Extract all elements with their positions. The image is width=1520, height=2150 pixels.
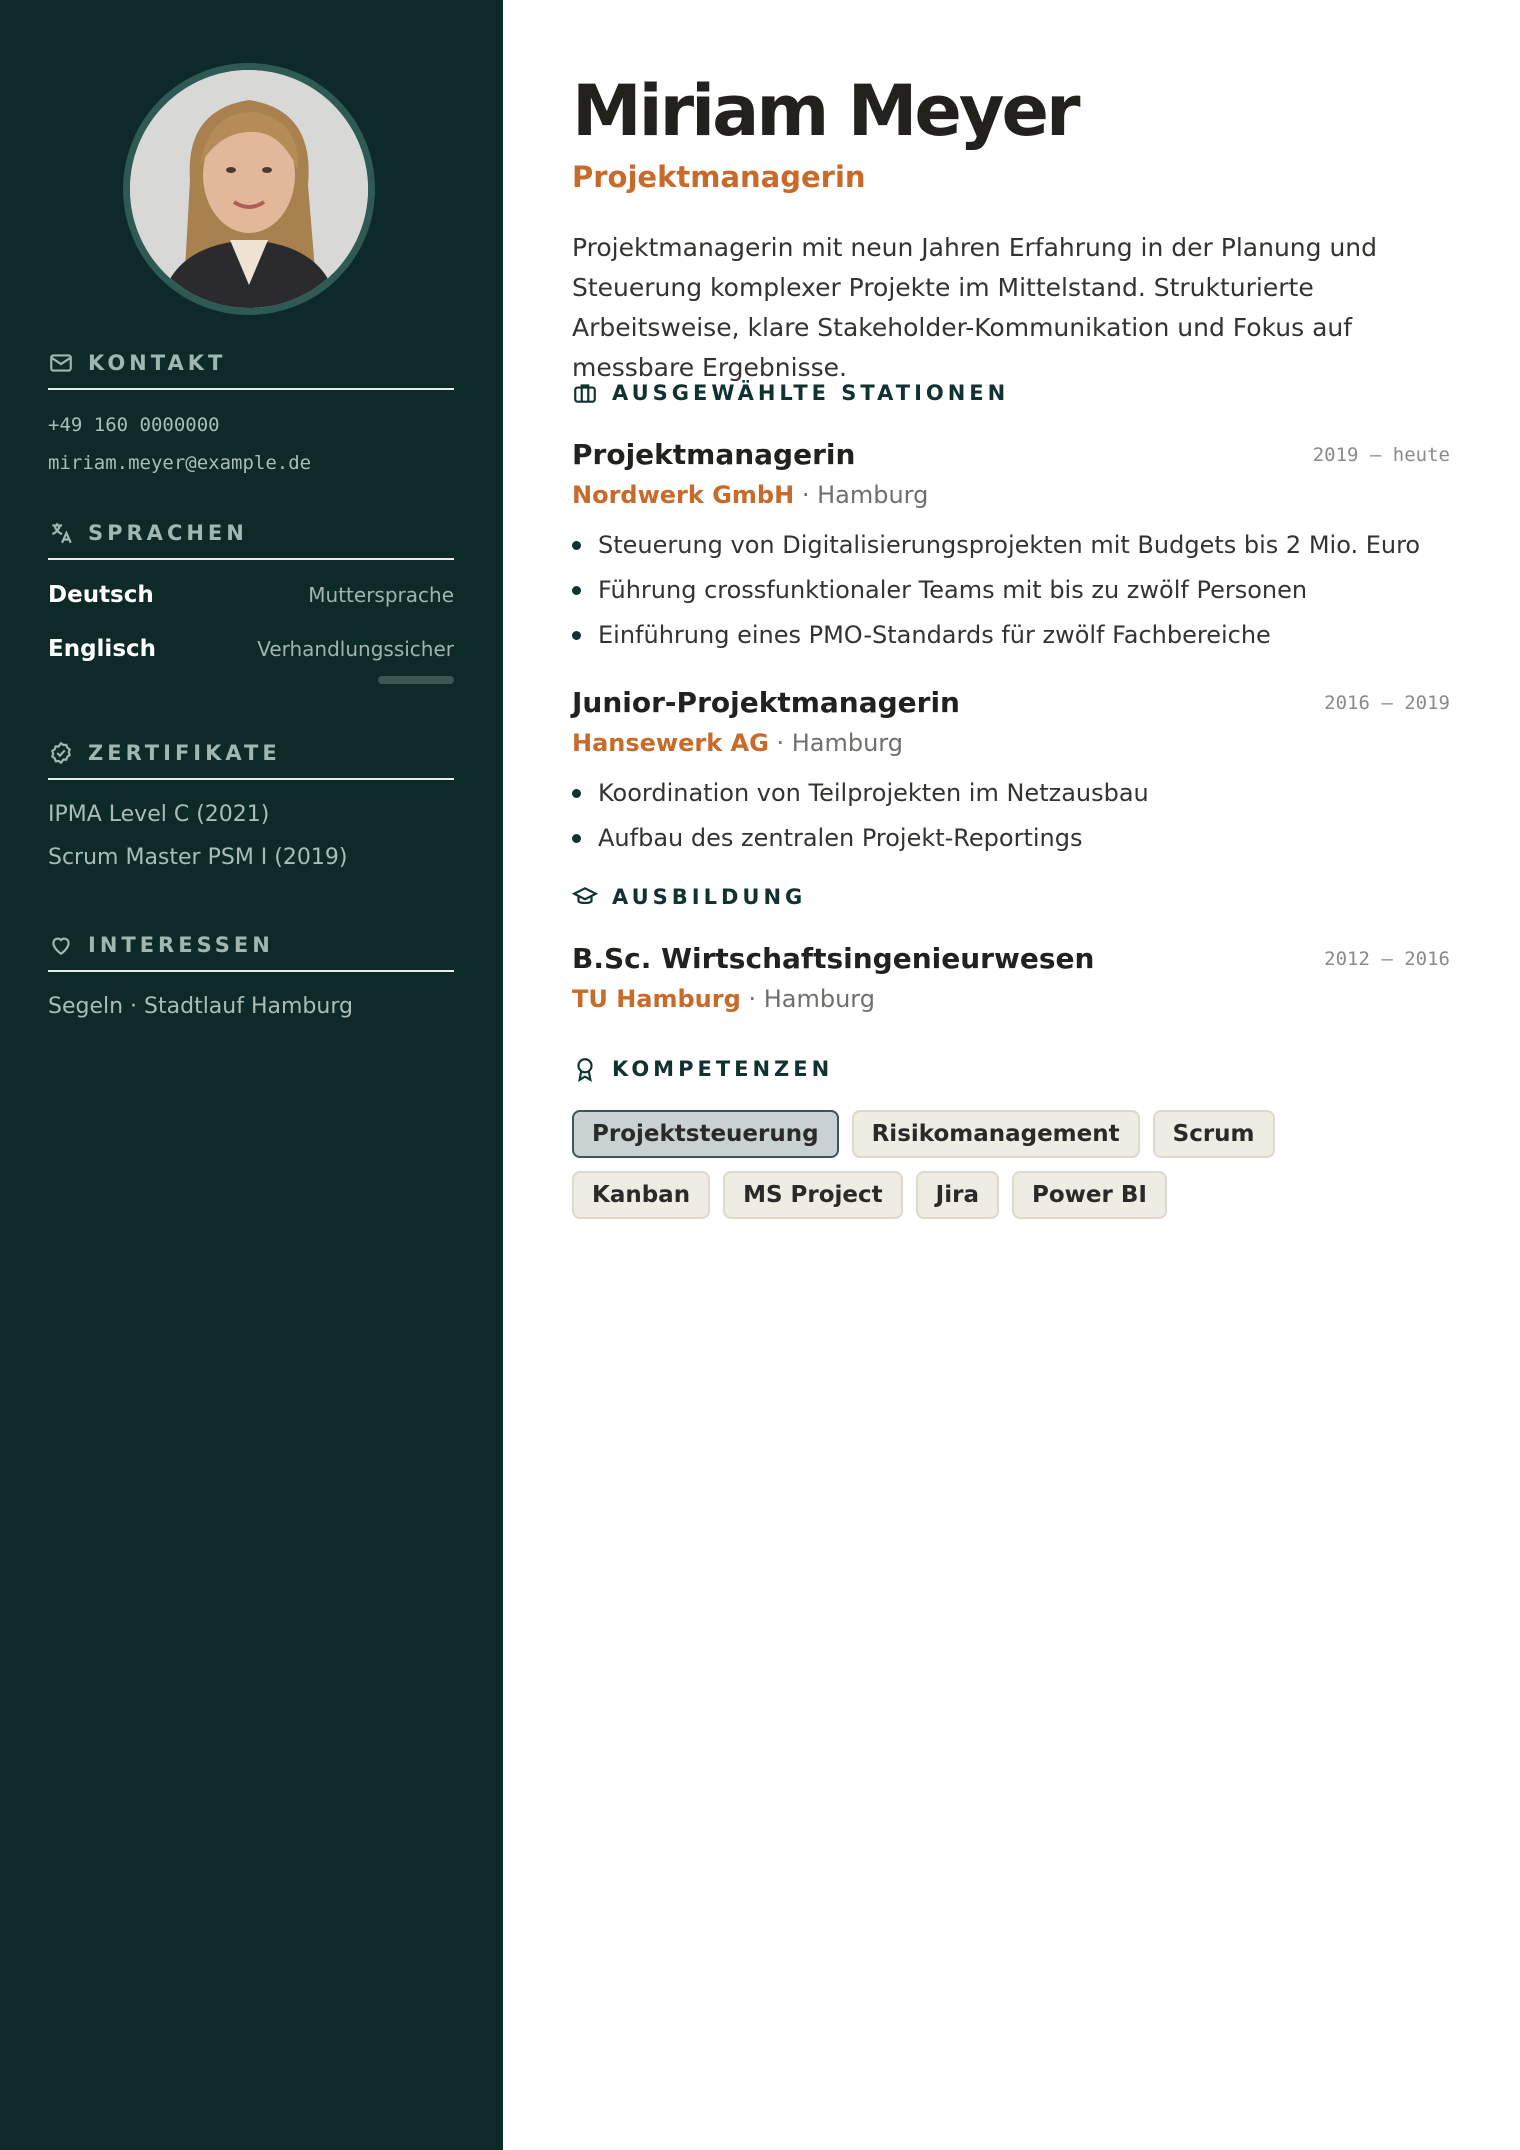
- person-role: Projektmanagerin: [572, 160, 866, 194]
- entry-title: Projektmanagerin: [572, 438, 856, 471]
- entry-organization: [572, 481, 1450, 509]
- entry-org-name: Hansewerk AG: [572, 729, 769, 757]
- translate-icon: [48, 520, 74, 546]
- contact-heading: [48, 350, 454, 390]
- education-heading-label: AUSBILDUNG: [612, 885, 807, 909]
- mail-icon: [48, 350, 74, 376]
- interests-text: Segeln · Stadtlauf Hamburg: [48, 994, 353, 1019]
- interests-section: [48, 932, 454, 1019]
- phone-number[interactable]: +49 160 0000000: [48, 414, 220, 436]
- experience-heading-label: AUSGEWÄHLTE STATIONEN: [612, 381, 1010, 405]
- bullet-item: Führung crossfunktionaler Teams mit bis zu zwölf Personen: [572, 568, 1450, 613]
- languages-heading-label: SPRACHEN: [88, 521, 248, 545]
- person-name: Miriam Meyer: [572, 70, 1078, 152]
- entry-org-name: Nordwerk GmbH: [572, 481, 795, 509]
- email-address[interactable]: miriam.meyer@example.de: [48, 452, 312, 474]
- certificates-heading: [48, 740, 454, 780]
- skills-heading-label: KOMPETENZEN: [612, 1057, 834, 1081]
- experience-entry: [572, 438, 1450, 658]
- certificate-item: IPMA Level C (2021): [48, 802, 270, 827]
- heart-icon: [48, 932, 74, 958]
- entry-date: 2012 – 2016: [1324, 948, 1450, 970]
- entry-bullets: [572, 771, 1450, 861]
- entry-location: · Hamburg: [776, 729, 903, 757]
- skills-heading: [572, 1056, 833, 1082]
- skill-chip-ms-project[interactable]: MS Project: [723, 1171, 903, 1219]
- award-icon: [572, 1056, 598, 1082]
- experience-heading: [572, 380, 1009, 406]
- avatar: [123, 63, 375, 315]
- skill-chip-scrum[interactable]: Scrum: [1153, 1110, 1275, 1158]
- entry-title: Junior-Projektmanagerin: [572, 686, 960, 719]
- entry-location: · Hamburg: [801, 481, 929, 509]
- bullet-item: Koordination von Teilprojekten im Netzausbau: [572, 771, 1450, 816]
- graduation-cap-icon: [572, 884, 598, 910]
- portrait-image: [130, 70, 368, 308]
- language-item: [48, 582, 454, 608]
- entry-date: 2016 – 2019: [1324, 692, 1450, 714]
- certificate-item: Scrum Master PSM I (2019): [48, 845, 348, 870]
- entry-organization: [572, 729, 1450, 757]
- language-name: Englisch: [48, 636, 157, 662]
- bullet-item: Steuerung von Digitalisierungsprojekten mit Budgets bis 2 Mio. Euro: [572, 523, 1450, 568]
- entry-location: · Hamburg: [748, 985, 875, 1013]
- profile-summary: Projektmanagerin mit neun Jahren Erfahrung in der Planung und Steuerung komplexer Projekte im Mittelstand. Strukturierte Arbeitsweise, klare Stakeholder-Kommunikation und Fokus auf messbare Ergebnisse.: [572, 233, 1378, 382]
- entry-date: 2019 – heute: [1312, 444, 1450, 466]
- skills-list: [572, 1110, 1402, 1219]
- bullet-item: Einführung eines PMO-Standards für zwölf Fachbereiche: [572, 613, 1450, 658]
- entry-organization: [572, 985, 1450, 1013]
- entry-org-name: TU Hamburg: [572, 985, 741, 1013]
- skill-chip-risikomanagement[interactable]: Risikomanagement: [852, 1110, 1140, 1158]
- bullet-item: Aufbau des zentralen Projekt-Reportings: [572, 816, 1450, 861]
- certificates-heading-label: ZERTIFIKATE: [88, 741, 281, 765]
- scroll-indicator[interactable]: [378, 676, 454, 684]
- education-entry: [572, 942, 1450, 1013]
- skill-chip-projektsteuerung[interactable]: Projektsteuerung: [572, 1110, 839, 1158]
- language-level: Muttersprache: [308, 583, 454, 607]
- entry-title: B.Sc. Wirtschaftsingenieurwesen: [572, 942, 1095, 975]
- sidebar: [0, 0, 503, 2150]
- language-name: Deutsch: [48, 582, 154, 608]
- languages-section: [48, 520, 454, 684]
- skill-chip-jira[interactable]: Jira: [916, 1171, 999, 1219]
- language-item: [48, 636, 454, 662]
- education-heading: [572, 884, 806, 910]
- certificates-section: [48, 740, 454, 870]
- experience-entry: [572, 686, 1450, 861]
- badge-check-icon: [48, 740, 74, 766]
- briefcase-icon: [572, 380, 598, 406]
- entry-bullets: [572, 523, 1450, 658]
- skill-chip-power-bi[interactable]: Power BI: [1012, 1171, 1167, 1219]
- interests-heading-label: INTERESSEN: [88, 933, 274, 957]
- contact-heading-label: KONTAKT: [88, 351, 227, 375]
- contact-section: [48, 350, 454, 474]
- skill-chip-kanban[interactable]: Kanban: [572, 1171, 710, 1219]
- language-level: Verhandlungssicher: [257, 637, 454, 661]
- interests-heading: [48, 932, 454, 972]
- languages-heading: [48, 520, 454, 560]
